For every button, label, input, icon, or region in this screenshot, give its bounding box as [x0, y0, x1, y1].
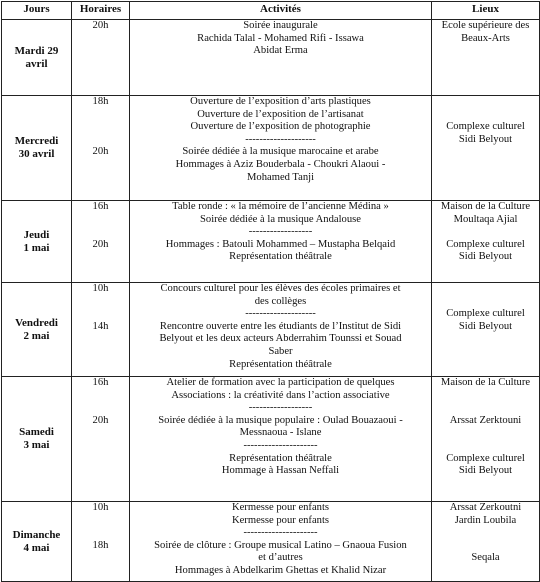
activities-line: Ouverture de l’exposition de l’artisanat: [197, 108, 364, 120]
schedule-row: [2, 502, 540, 582]
day-line: 1 mai: [23, 241, 50, 254]
hours-line: 20h: [92, 146, 109, 158]
places-line: [434, 427, 537, 440]
places-line: Sidi Belyout: [458, 251, 513, 263]
activities-line: Hommages à Abdelkarim Ghettas et Khalid Nizar: [174, 564, 387, 576]
activities-line: Ouverture de l’exposition d’arts plastiques: [190, 96, 371, 107]
activities-line: Atelier de formation avec la participation de quelques: [166, 377, 395, 388]
program-table: [1, 1, 540, 582]
hours-line: [74, 214, 127, 227]
activities-line: Messnaoua - Islane: [239, 427, 322, 439]
day-cell: [2, 96, 72, 201]
activities-cell: [130, 283, 432, 377]
activities-line: Soirée de clôture : Groupe musical Latino – Gnaoua Fusion: [154, 539, 407, 551]
places-line: Beaux-Arts: [461, 32, 510, 44]
day-line: Vendredi: [15, 316, 58, 329]
day-line: Samedi: [19, 426, 54, 439]
hours-line: [74, 390, 127, 403]
hours-line: [74, 527, 127, 540]
schedule-row: [2, 283, 540, 377]
activities-line: Soirée dédiée à la musique marocaine et arabe: [182, 146, 379, 158]
activities-line: Table ronde : « la mémoire de l’ancienne Médina »: [172, 201, 389, 212]
places-cell: [432, 96, 540, 201]
day-line: 30 avril: [18, 148, 55, 160]
header-hours: Horaires: [72, 2, 130, 20]
day-line: Dimanche: [12, 528, 61, 541]
header-places: Lieux: [432, 2, 540, 20]
activities-line: Belyout et les deux acteurs Abderrahim Tounssi et Souad: [159, 333, 402, 345]
places-line: Complexe culturel: [446, 452, 525, 464]
day-line: Mercredi: [14, 135, 59, 148]
hours-cell: [72, 283, 130, 377]
activities-line: Rencontre ouverte entre les étudiants de l’Institut de Sidi: [159, 320, 402, 332]
activities-line: --------------------: [245, 133, 316, 145]
activities-line: Représentation théâtrale: [229, 358, 332, 370]
hours-cell: [72, 20, 130, 96]
places-cell: [432, 201, 540, 283]
activities-line: ---------------------: [243, 439, 318, 451]
places-line: Sidi Belyout: [458, 465, 513, 477]
places-line: [434, 296, 537, 309]
day-line: 2 mai: [23, 329, 50, 342]
places-line: Arssat Zerkoutni: [449, 502, 522, 513]
day-line: Mardi 29: [14, 44, 59, 57]
hours-line: [74, 226, 127, 239]
activities-line: ------------------: [248, 402, 313, 414]
hours-cell: [72, 502, 130, 582]
hours-line: 18h: [92, 96, 109, 107]
places-line: Maison de la Culture: [440, 377, 531, 388]
day-line: avril: [25, 57, 48, 70]
places-cell: [432, 283, 540, 377]
activities-line: Associations : la créativité dans l’action associative: [171, 389, 390, 401]
places-cell: [432, 502, 540, 582]
schedule-row: [2, 377, 540, 502]
schedule-row: [2, 201, 540, 283]
places-line: Arssat Zerktouni: [449, 414, 522, 426]
hours-line: 18h: [92, 539, 109, 551]
places-line: [434, 390, 537, 403]
activities-cell: [130, 377, 432, 502]
day-line: 3 mai: [23, 439, 50, 451]
places-line: [434, 96, 537, 109]
places-line: Complexe culturel: [446, 121, 525, 133]
day-cell: [2, 201, 72, 283]
places-cell: [432, 20, 540, 96]
activities-cell: [130, 201, 432, 283]
hours-cell: [72, 96, 130, 201]
activities-line: Soirée dédiée à la musique Andalouse: [200, 213, 361, 225]
hours-line: 10h: [92, 502, 109, 513]
hours-line: [74, 515, 127, 528]
places-cell: [432, 377, 540, 502]
day-cell: [2, 377, 72, 502]
activities-line: des collèges: [254, 295, 307, 307]
places-line: [434, 440, 537, 453]
activities-cell: [130, 502, 432, 582]
day-cell: [2, 283, 72, 377]
places-line: Moultaqa Ajial: [453, 213, 518, 225]
places-line: Complexe culturel: [446, 238, 525, 250]
places-line: Maison de la Culture: [440, 201, 531, 212]
day-line: Jeudi: [23, 228, 50, 241]
places-line: [434, 540, 537, 553]
activities-cell: [130, 20, 432, 96]
header-row: [2, 2, 540, 20]
places-line: [434, 109, 537, 122]
hours-line: 10h: [92, 283, 109, 294]
hours-line: [74, 109, 127, 122]
activities-line: Soirée inaugurale: [243, 20, 318, 31]
places-line: Sidi Belyout: [458, 133, 513, 145]
places-line: [434, 527, 537, 540]
activities-line: Hommages : Batouli Mohammed – Mustapha Belqaid: [165, 238, 396, 250]
places-line: [434, 283, 537, 296]
hours-line: 20h: [92, 238, 109, 250]
hours-cell: [72, 377, 130, 502]
hours-line: [74, 296, 127, 309]
activities-cell: [130, 96, 432, 201]
activities-line: ------------------: [248, 226, 313, 238]
hours-line: 20h: [92, 20, 109, 31]
activities-line: Hommages à Aziz Bouderbala - Choukri Alaoui -: [175, 158, 386, 170]
day-cell: [2, 502, 72, 582]
schedule-row: [2, 96, 540, 201]
activities-line: ---------------------: [243, 527, 318, 539]
activities-line: Représentation théâtrale: [229, 251, 332, 263]
activities-line: Hommage à Hassan Neffali: [221, 465, 340, 477]
activities-line: Concours culturel pour les élèves des écoles primaires et: [160, 283, 401, 294]
activities-line: Kermesse pour enfants: [231, 502, 330, 513]
hours-line: 16h: [92, 377, 109, 388]
places-line: Complexe culturel: [446, 308, 525, 320]
hours-line: [74, 308, 127, 321]
places-line: [434, 226, 537, 239]
places-line: Jardin Loubila: [454, 514, 517, 526]
hours-line: 14h: [92, 320, 109, 332]
hours-line: [74, 134, 127, 147]
day-cell: [2, 20, 72, 96]
hours-cell: [72, 201, 130, 283]
activities-line: Soirée dédiée à la musique populaire : Oulad Bouazaoui -: [158, 414, 403, 426]
schedule-row: [2, 20, 540, 96]
day-line: 4 mai: [23, 541, 50, 554]
activities-line: Mohamed Tanji: [246, 171, 315, 183]
activities-line: Rachida Talal - Mohamed Rifi - Issawa: [197, 32, 364, 44]
places-line: Ecole supérieure des: [441, 20, 530, 31]
activities-line: --------------------: [245, 308, 316, 320]
places-line: Sidi Belyout: [458, 320, 513, 332]
places-line: [434, 402, 537, 415]
header-day: Jours: [2, 2, 72, 20]
hours-line: [74, 402, 127, 415]
activities-line: Ouverture de l’exposition de photographie: [190, 121, 371, 133]
activities-line: et d’autres: [258, 552, 303, 564]
activities-line: Représentation théâtrale: [229, 452, 332, 464]
activities-line: Kermesse pour enfants: [231, 514, 330, 526]
places-line: Seqala: [471, 552, 500, 564]
header-activities: Activités: [130, 2, 432, 20]
hours-line: 16h: [92, 201, 109, 212]
activities-line: Abidat Erma: [253, 45, 308, 57]
activities-line: Saber: [268, 345, 293, 357]
hours-line: [74, 121, 127, 134]
hours-line: 20h: [92, 414, 109, 426]
